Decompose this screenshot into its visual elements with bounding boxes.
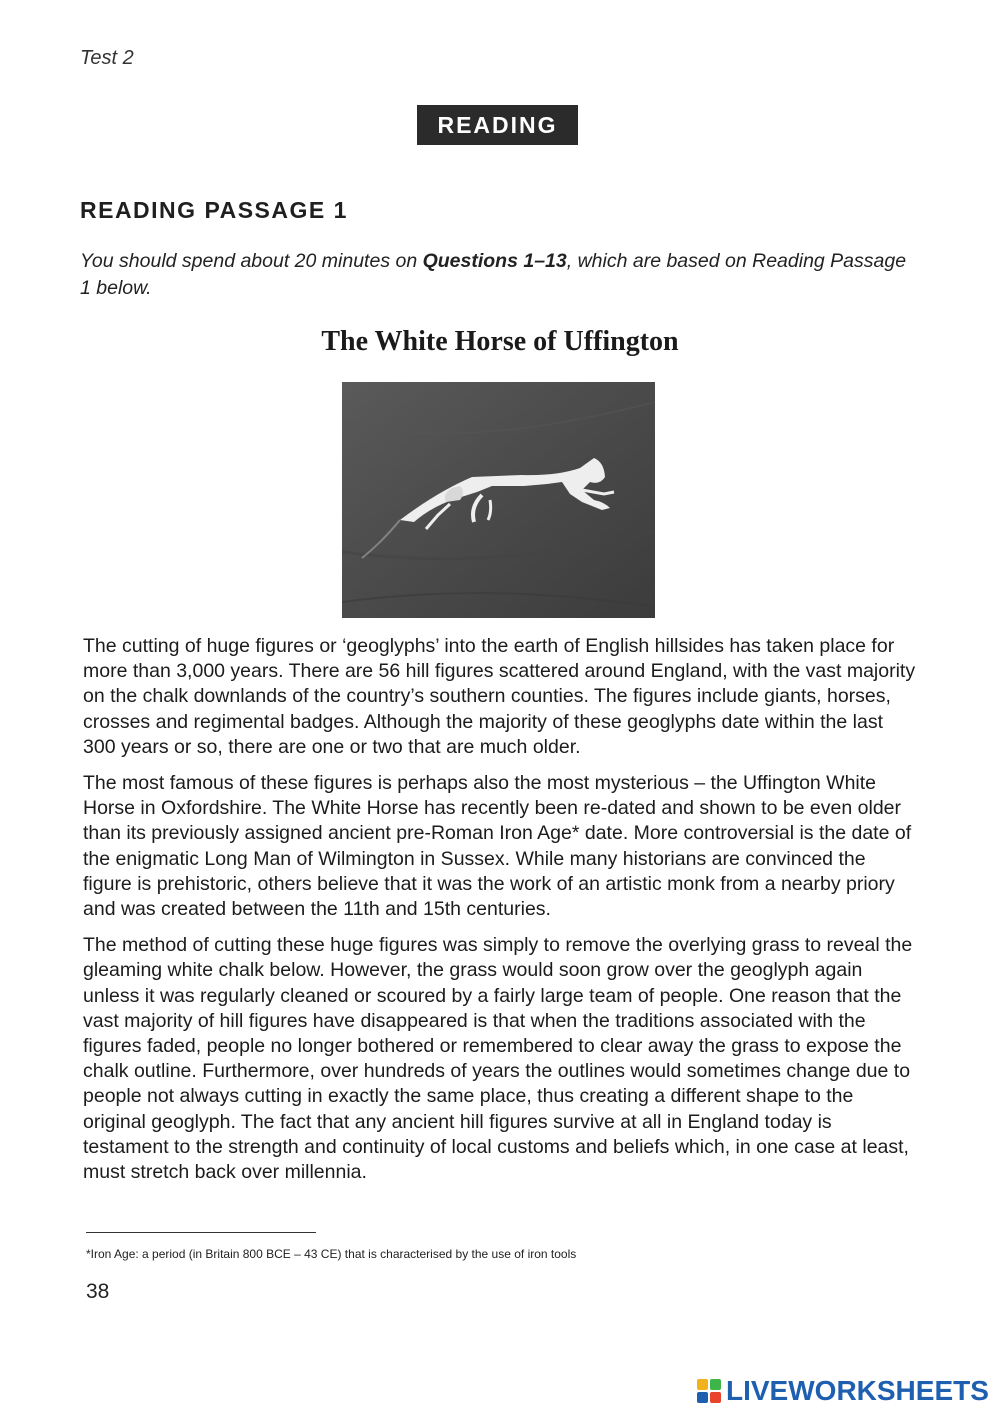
logo-square-yellow (697, 1379, 708, 1390)
section-badge: READING (417, 105, 578, 145)
paragraph-3: The method of cutting these huge figures was simply to remove the overlying grass to reveal the gleaming white chalk below. However, the grass would soon grow over the geoglyph again unless it was regularly cleaned or scoured by a fairly large team of people. One reason that the vast majority of hill figures have disappeared is that when the traditions associated with the figures faded, people no longer bothered or remembered to clear away the grass to expose the chalk outline. Furthermore, over hundreds of years the outlines would sometimes change due to people not always cutting in exactly the same place, thus creating a different shape to the original geoglyph. The fact that any ancient hill figures survive at all in England today is testament to the strength and continuity of local customs and beliefs which, in one case at least, must stretch back over millennia. (83, 934, 913, 1184)
brand-text: LIVEWORKSHEETS (726, 1375, 989, 1406)
logo-square-blue (697, 1392, 708, 1403)
passage-heading: READING PASSAGE 1 (80, 197, 348, 223)
logo-square-green (710, 1379, 721, 1390)
instructions-text-start: You should spend about 20 minutes on (80, 250, 423, 272)
paragraph-2: The most famous of these figures is perhaps also the most mysterious – the Uffington White Horse in Oxfordshire. The White Horse has recently been re-dated and shown to be even older than its previously assigned ancient pre-Roman Iron Age* date. More controversial is the date of the enigmatic Long Man of Wilmington in Sussex. While many historians are convinced the figure is prehistoric, others believe that it was the work of an artistic monk from a nearby priory and was created between the 11th and 15th centuries. (83, 772, 912, 921)
liveworksheets-logo[interactable] (697, 1375, 989, 1407)
article-title: The White Horse of Uffington (321, 326, 679, 357)
white-horse-photo (342, 382, 655, 618)
test-label: Test 2 (80, 47, 134, 69)
footnote-divider (86, 1232, 316, 1233)
footnote: *Iron Age: a period (in Britain 800 BCE – 43 CE) that is characterised by the use of iron tools (86, 1247, 577, 1261)
page-number: 38 (86, 1280, 110, 1303)
passage-body (83, 634, 918, 1196)
instructions-questions-range: Questions 1–13 (422, 250, 567, 272)
logo-square-red (710, 1392, 721, 1403)
paragraph-1: The cutting of huge figures or ‘geoglyphs’ into the earth of English hillsides has taken place for more than 3,000 years. There are 56 hill figures scattered around England, with the vast majority on the chalk downlands of the country’s southern counties. The figures include giants, horses, crosses and regimental badges. Although the majority of these geoglyphs date within the last 300 years or so, there are one or two that are much older. (83, 635, 916, 758)
instructions-text-end: , which are based on Reading Passage 1 below. (80, 250, 907, 299)
liveworksheets-icon (697, 1379, 721, 1403)
instructions (80, 248, 920, 302)
